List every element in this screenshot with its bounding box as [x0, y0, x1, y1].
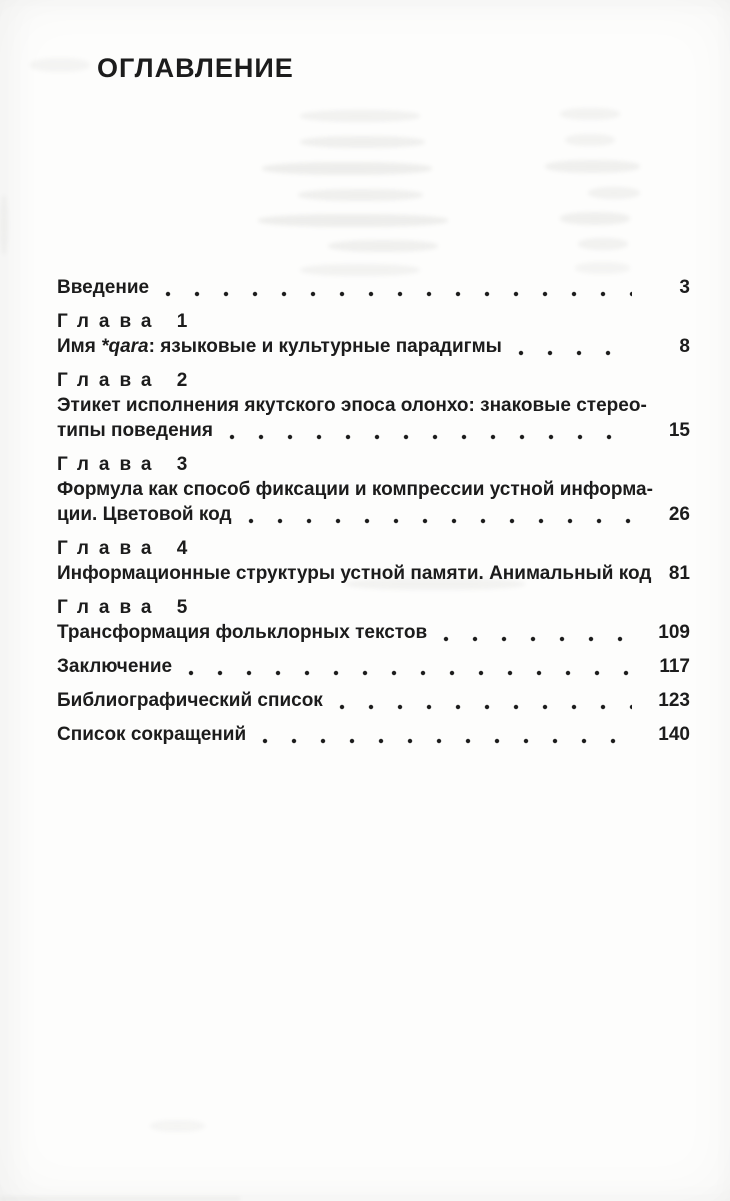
- toc-entry-title: Формула как способ фиксации и компрессии устной информа-: [57, 479, 653, 500]
- toc-page-number: 109: [658, 622, 690, 643]
- toc-entry-title: [57, 334, 502, 359]
- chapter-label: Глава 1: [57, 311, 198, 332]
- title-italic-term: *qara: [101, 336, 149, 357]
- toc-entry-label: Заключение: [57, 656, 173, 677]
- toc-entry-title: Этикет исполнения якутского эпоса олонхо: знаковые стерео-: [57, 395, 647, 416]
- toc-page-number: 140: [658, 724, 690, 745]
- dot-leader: [229, 418, 632, 443]
- toc-entry: [57, 654, 690, 679]
- chapter-label: Глава 2: [57, 370, 198, 391]
- toc-entry-title: Информационные структуры устной памяти. Анимальный код: [57, 563, 652, 584]
- scan-edge-shadow: [0, 1197, 240, 1201]
- toc-entry: [57, 536, 690, 586]
- toc-entry: [57, 309, 690, 359]
- dot-leader: [165, 275, 632, 300]
- toc-entry-title-continued: типы поведения: [57, 420, 213, 441]
- toc-page-number: 81: [668, 563, 690, 584]
- chapter-label: Глава 5: [57, 597, 198, 618]
- toc-page-number: 117: [659, 656, 690, 677]
- dot-leader: [443, 620, 632, 645]
- toc-entry: [57, 722, 690, 747]
- toc-page-number: 3: [679, 277, 690, 298]
- toc-entry: [57, 452, 690, 527]
- dot-leader: [188, 654, 632, 679]
- toc-page-number: 15: [668, 420, 690, 441]
- toc-page-number: 26: [668, 504, 690, 525]
- dot-leader: [248, 502, 632, 527]
- chapter-label: Глава 3: [57, 454, 198, 475]
- dot-leader: [339, 688, 632, 713]
- toc-entry: [57, 595, 690, 645]
- toc-entry-label: Список сокращений: [57, 724, 247, 745]
- page-title: ОГЛАВЛЕНИЕ: [97, 53, 294, 83]
- dot-leader: [262, 722, 632, 747]
- toc-page-number: 8: [679, 336, 690, 357]
- toc-entry: [57, 275, 690, 300]
- chapter-label: Глава 4: [57, 538, 198, 559]
- dot-leader: [518, 334, 632, 359]
- showthrough-mark: [0, 195, 8, 255]
- toc-entry-label: Библиографический список: [57, 690, 323, 711]
- title-text: Имя: [57, 336, 102, 357]
- toc-entry: [57, 368, 690, 443]
- table-of-contents: [57, 275, 690, 747]
- showthrough-mark: [150, 1120, 205, 1132]
- toc-page-number: 123: [658, 690, 690, 711]
- toc-entry-title: Трансформация фольклорных текстов: [57, 622, 428, 643]
- toc-entry-title-continued: ции. Цветовой код: [57, 504, 232, 525]
- toc-entry: [57, 688, 690, 713]
- toc-entry-label: Введение: [57, 277, 150, 298]
- title-text: : языковые и культурные парадигмы: [148, 336, 502, 357]
